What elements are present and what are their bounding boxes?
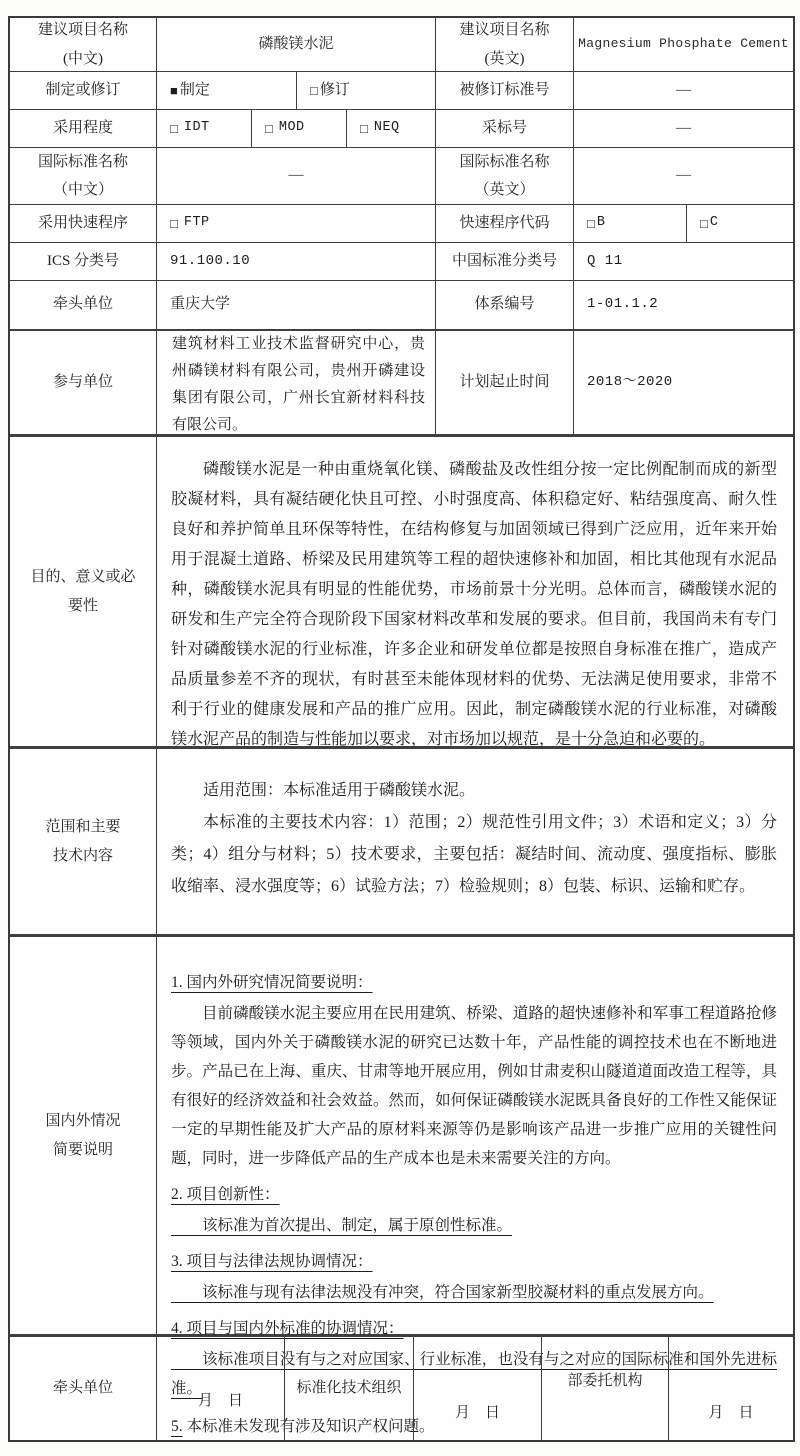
situation-heading-4: 4. 项目与国内外标准的协调情况：: [171, 1320, 404, 1337]
scope-label: [10, 749, 157, 934]
situation-heading-1: 1. 国内外研究情况简要说明：: [171, 974, 373, 991]
value-text: —: [676, 167, 691, 184]
checkbox-revise[interactable]: [297, 72, 436, 109]
option-label: IDT: [183, 120, 210, 136]
checkbox-establish[interactable]: [157, 72, 297, 109]
label-text: 牵头单位: [52, 1379, 113, 1396]
scope-content: [157, 749, 793, 934]
participants-label: [10, 331, 157, 434]
ics-label: [10, 243, 157, 280]
checkbox-checked-icon[interactable]: ■: [170, 83, 178, 98]
lead-org-value: [157, 281, 436, 329]
intl-standard-en-label: [436, 148, 574, 204]
date-text: 月 日: [454, 1404, 500, 1421]
situation-label: [10, 937, 157, 1334]
situation-paragraph-4: 该标准项目没有与之对应国家、行业标准，也没有与之对应的国际标准和国外先进标准。: [171, 1351, 777, 1397]
checkbox-unchecked-icon[interactable]: □: [360, 121, 368, 136]
purpose-paragraph: 磷酸镁水泥是一种由重烧氧化镁、磷酸盐及改性组分按一定比例配制而成的新型胶凝材料，具有凝结硬化快且可控、小时强度高、体积稳定好、粘结强度高、耐久性良好和养护简单且环保等特性，在结构修复与加固领域已得到广泛应用，近年来开始用于混凝土道路、桥梁及民用建筑等工程的超快速修补和加固，相比其他现有水泥品种，磷酸镁水泥具有明显的性能优势，市场前景十分光明。总体而言，磷酸镁水泥的研发和生产完全符合现阶段下国家材料改革和发展的要求。但目前，我国尚未有专门针对磷酸镁水泥的行业标准，许多企业和研发单位都是按照自身标准在推广，造成产品质量参差不齐的现状，有时甚至未能体现材料的优势、无法满足使用要求，非常不利于行业的健康发展和产品的推广应用。因此，制定磷酸镁水泥的行业标准，对磷酸镁水泥产品的制造与性能加以要求，对市场加以规范，是十分急迫和必要的。: [171, 461, 777, 748]
value-text: —: [288, 167, 304, 184]
fast-track-code-label: [436, 205, 574, 242]
value-text: 重庆大学: [170, 296, 231, 313]
label-text: 国际标准名称: [459, 153, 550, 170]
value-text: Q 11: [587, 252, 623, 269]
checkbox-unchecked-icon[interactable]: □: [265, 121, 273, 136]
checkbox-unchecked-icon[interactable]: □: [310, 83, 318, 98]
situation-paragraph-1: 目前磷酸镁水泥主要应用在民用建筑、桥梁、道路的超快速修补和军事工程道路抢修等领域，国内外关于磷酸镁水泥的研究已达数十年，产品性能的调控技术也在不断地进步。产品已在上海、重庆、甘肃等地开展应用，例如甘肃麦积山隧道道面改造工程等，具有很好的经济效益和社会效益。然而，如何保证磷酸镁水泥既具备良好的工作性又能保证一定的早期性能及扩大产品的原材料来源等仍是影响该产品进一步推广应用的关键性问题，同时，进一步降低产品的生产成本也是未来需要关注的方向。: [171, 1005, 777, 1167]
option-label: FTP: [183, 215, 210, 231]
adoption-degree-label: [10, 110, 157, 147]
label-text: 目的、意义或必: [30, 569, 136, 585]
row-ics: [10, 243, 793, 281]
checkbox-neq[interactable]: [347, 110, 436, 147]
purpose-content: [157, 437, 793, 746]
label-text: 计划起止时间: [459, 373, 550, 390]
intl-standard-cn-label: [10, 148, 157, 204]
option-label: 修订: [319, 81, 350, 98]
label-text: (英文): [484, 50, 525, 67]
label-text: 被修订标准号: [459, 81, 550, 98]
sign-std-org-label: [285, 1337, 414, 1440]
option-label: B: [596, 215, 606, 231]
situation-paragraph-3: 该标准与现有法律法规没有冲突，符合国家新型胶凝材料的重点发展方向。: [171, 1284, 714, 1301]
value-text: 1-01.1.2: [587, 296, 659, 313]
label-text: （英文）: [474, 182, 535, 198]
label-text: （中文）: [52, 182, 113, 198]
label-text: 中国标准分类号: [451, 252, 557, 269]
scope-paragraph-1: 适用范围：本标准适用于磷酸镁水泥。: [203, 782, 476, 799]
label-text: (中文): [63, 50, 103, 67]
checkbox-idt[interactable]: [157, 110, 252, 147]
proposal-form-table: [8, 16, 795, 1442]
label-text: 制定或修订: [45, 81, 121, 98]
row-purpose: [10, 437, 793, 749]
cn-class-label: [436, 243, 574, 280]
option-label: 制定: [179, 81, 210, 98]
label-text: 部委托机构: [567, 1372, 643, 1389]
checkbox-unchecked-icon[interactable]: □: [587, 216, 595, 231]
revised-standard-no-value: [574, 72, 793, 109]
date-text: 月 日: [708, 1404, 754, 1421]
label-text: 采标号: [481, 119, 527, 136]
row-lead-org: [10, 281, 793, 331]
value-text: 91.100.10: [170, 252, 251, 269]
option-label: NEQ: [373, 120, 400, 136]
establish-revise-label: [10, 72, 157, 109]
adopted-standard-no-label: [436, 110, 574, 147]
ics-value: [157, 243, 436, 280]
label-text: 国际标准名称: [37, 153, 128, 170]
label-text: 采用快速程序: [37, 214, 128, 231]
adopted-standard-no-value: [574, 110, 793, 147]
value-text: —: [676, 119, 691, 136]
fast-track-label: [10, 205, 157, 242]
value-text: —: [676, 81, 691, 98]
label-text: 牵头单位: [52, 296, 113, 313]
label-text: 要性: [67, 597, 98, 614]
situation-heading-3: 3. 项目与法律法规协调情况：: [171, 1253, 373, 1270]
checkbox-mod[interactable]: [252, 110, 347, 147]
row-intl-standard-name: [10, 148, 793, 205]
situation-paragraph-2: 该标准为首次提出、制定，属于原创性标准。: [171, 1217, 513, 1234]
plan-period-value: [574, 331, 793, 434]
row-fast-track: [10, 205, 793, 243]
checkbox-unchecked-icon[interactable]: □: [700, 216, 708, 231]
project-name-en-label: [436, 18, 574, 71]
label-text: 简要说明: [52, 1141, 113, 1158]
label-text: 快速程序代码: [459, 214, 550, 231]
system-no-label: [436, 281, 574, 329]
label-text: 建议项目名称: [459, 22, 550, 38]
row-project-name: [10, 18, 793, 72]
intl-standard-cn-value: [157, 148, 436, 204]
project-name-cn-value: [157, 18, 436, 71]
checkbox-ftp[interactable]: [157, 205, 436, 242]
plan-period-label: [436, 331, 574, 434]
checkbox-code-b[interactable]: [574, 205, 687, 242]
row-signatures: [10, 1337, 793, 1440]
label-text: 标准化技术组织: [296, 1379, 402, 1396]
item5-text: 本标准未发现有涉及知识产权问题。: [182, 1418, 435, 1435]
intl-standard-en-value: [574, 148, 793, 204]
label-text: 国内外情况: [45, 1113, 121, 1129]
label-text: 技术内容: [52, 847, 113, 864]
checkbox-unchecked-icon[interactable]: □: [170, 216, 178, 231]
sign-ministry-date: [669, 1337, 793, 1440]
revised-standard-no-label: [436, 72, 574, 109]
participants-value: [157, 331, 436, 434]
cn-class-value: [574, 243, 793, 280]
label-text: 范围和主要: [45, 819, 121, 835]
purpose-label: [10, 437, 157, 746]
option-label: MOD: [278, 120, 305, 136]
row-establish-or-revise: [10, 72, 793, 110]
row-adoption-degree: [10, 110, 793, 148]
checkbox-code-c[interactable]: [687, 205, 793, 242]
value-text: Magnesium Phosphate Cement: [578, 36, 789, 52]
label-text: 采用程度: [52, 119, 113, 136]
item5-number: 5.: [171, 1418, 183, 1435]
label-text: 参与单位: [52, 373, 113, 390]
sign-lead-org-label: [10, 1337, 157, 1440]
sign-std-org-date: [414, 1337, 542, 1440]
checkbox-unchecked-icon[interactable]: □: [170, 121, 178, 136]
lead-org-label: [10, 281, 157, 329]
project-name-cn-label: [10, 18, 157, 71]
label-text: 建议项目名称: [37, 22, 128, 38]
option-label: C: [709, 215, 719, 231]
date-text: 月 日: [197, 1392, 243, 1409]
label-text: 体系编号: [474, 296, 535, 313]
situation-heading-2: 2. 项目创新性：: [171, 1186, 280, 1203]
value-text: 磷酸镁水泥: [258, 35, 334, 52]
row-scope: [10, 749, 793, 937]
label-text: ICS 分类号: [46, 252, 120, 269]
value-text: 2018～2020: [587, 373, 673, 390]
sign-lead-org-date: [157, 1337, 285, 1440]
project-name-en-value: [574, 18, 793, 71]
row-participants: [10, 331, 793, 437]
sign-ministry-label: [542, 1337, 669, 1440]
value-text: 建筑材料工业技术监督研究中心，贵州磷镁材料有限公司，贵州开磷建设集团有限公司，广州长宜新材料科技有限公司。: [172, 335, 425, 433]
scope-paragraph-2: 本标准的主要技术内容：1）范围；2）规范性引用文件；3）术语和定义；3）分类；4）组分与材料；5）技术要求，主要包括：凝结时间、流动度、强度指标、膨胀收缩率、浸水强度等；6）试验方法；7）检验规则；8）包装、标识、运输和贮存。: [171, 814, 777, 895]
system-no-value: [574, 281, 793, 329]
